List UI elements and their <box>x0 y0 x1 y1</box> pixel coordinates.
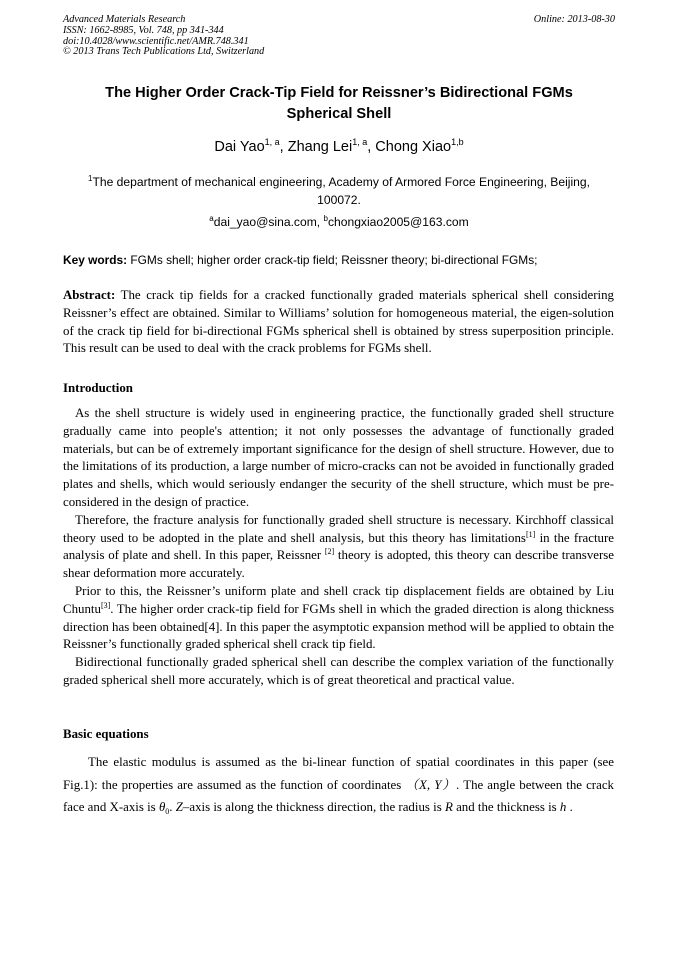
journal-doi: doi:10.4028/www.scientific.net/AMR.748.341 <box>63 35 249 47</box>
intro-p3-text: . The higher order crack-tip field for FGMs shell in which the graded direction is along thickness direction has been obtained[4]. In this paper the asymptotic expansion method will be applied to obtain the Reissner’s functionally graded spherical shell crack tip field. <box>63 601 614 652</box>
intro-paragraph-1: As the shell structure is widely used in engineering practice, the functionally graded shell structure gradually came into people's attention; it not only possesses the advantage of functionally graded materials, but can be of extremely important significance for the design of shell structure. However, due to the limitations of its production, a large number of micro-cracks can not be avoided in functionally graded plates and shells, which would seriously endanger the security of the shell structure, which must be pre-considered in the design of practice. <box>63 406 614 509</box>
affiliation <box>70 173 608 209</box>
math-z: Z <box>175 800 183 814</box>
section-heading-introduction: Introduction <box>63 381 133 395</box>
math-theta: θ <box>158 800 166 814</box>
paper-title <box>63 83 615 125</box>
math-coordinates: （X, Y） <box>405 777 456 792</box>
journal-name: Advanced Materials Research <box>63 14 186 25</box>
intro-p2-text: theory is adopted, this theory can describe transverse shear deformation more accurately. <box>63 548 615 581</box>
email-address: chongxiao2005@163.com <box>327 215 469 229</box>
journal-header <box>63 15 393 58</box>
email-address: dai_yao@sina.com <box>213 215 317 229</box>
paper-title-line-2: Spherical Shell <box>286 106 392 122</box>
basic-text: . The angle between the crack face and X-axis is <box>63 777 614 814</box>
basic-text: The elastic modulus is assumed as the bi-linear function of spatial coordinates in this paper (see Fig.1): the properties are assumed as the function of coordinates <box>63 755 614 792</box>
citation-ref: [1] <box>525 529 536 539</box>
intro-paragraph-3 <box>63 583 614 654</box>
author-name: Dai Yao <box>214 139 265 155</box>
basic-text: . <box>169 800 176 814</box>
basic-text: and the thickness is <box>452 800 560 814</box>
author-name: Chong Xiao <box>375 139 452 155</box>
citation-ref: [3] <box>100 600 111 610</box>
intro-p2-text: Therefore, the fracture analysis for functionally graded shell structure is necessary. Kirchhoff classical theory used to be adopted in the plate and shell analysis, but this theory has limitations <box>63 512 614 545</box>
keywords-text: FGMs shell; higher order crack-tip field; Reissner theory; bi-directional FGMs; <box>130 253 538 267</box>
intro-paragraph-4: Bidirectional functionally graded spherical shell can describe the complex variation of the functionally graded spherical shell more accurately, which is of great theoretical and practical value. <box>63 655 614 687</box>
math-theta-subscript: 0 <box>165 807 170 816</box>
affiliation-text: The department of mechanical engineering, Academy of Armored Force Engineering, Beijing, 100072. <box>92 175 590 207</box>
math-thickness: h <box>559 800 567 814</box>
journal-copyright: © 2013 Trans Tech Publications Ltd, Switzerland <box>63 46 265 58</box>
author-separator: , <box>279 139 288 155</box>
intro-p3-text: Prior to this, the Reissner’s uniform plate and shell crack tip displacement fields are obtained by Liu Chuntu <box>63 583 614 616</box>
basic-text: –axis is along the thickness direction, the radius is <box>182 800 445 814</box>
citation-ref: [2] <box>324 547 335 557</box>
basic-paragraph-1 <box>63 751 614 819</box>
math-radius: R <box>444 800 453 814</box>
author-name: Zhang Lei <box>287 139 353 155</box>
affiliation-mark: 1 <box>88 174 93 183</box>
abstract <box>63 287 614 358</box>
paper-title-line-1: The Higher Order Crack-Tip Field for Reissner’s Bidirectional FGMs <box>105 85 573 101</box>
abstract-label: Abstract: <box>63 288 116 302</box>
author-affiliation-mark: 1,b <box>451 137 464 147</box>
email-mark: a <box>209 214 214 223</box>
keywords-label: Key words: <box>63 253 128 267</box>
basic-equations-body <box>63 751 614 819</box>
introduction-body <box>63 405 614 690</box>
author-list <box>63 137 615 157</box>
author-affiliation-mark: 1, a <box>264 137 280 147</box>
email-mark: b <box>323 214 328 223</box>
abstract-text: The crack tip fields for a cracked functionally graded materials spherical shell considering Reissner’s effect are obtained. Similar to Williams’ solution for homogeneous material, the eigen-solution of the crack tip field for bi-directional FGMs spherical shell is obtained by stress superposition principle. This result can be used to deal with the crack problems for FGMs shell. <box>63 288 614 356</box>
section-heading-basic-equations: Basic equations <box>63 727 149 741</box>
email-separator: , <box>316 215 324 229</box>
keywords <box>63 251 615 269</box>
author-affiliation-mark: 1, a <box>352 137 368 147</box>
author-separator: , <box>367 139 376 155</box>
author-emails <box>63 213 615 231</box>
online-date: Online: 2013-08-30 <box>533 14 615 25</box>
intro-paragraph-2 <box>63 512 614 583</box>
basic-text: . <box>566 800 573 814</box>
journal-issn: ISSN: 1662-8985, Vol. 748, pp 341-344 <box>63 24 224 36</box>
intro-p2-text: in the fracture analysis of plate and shell. In this paper, Reissner <box>63 530 615 563</box>
